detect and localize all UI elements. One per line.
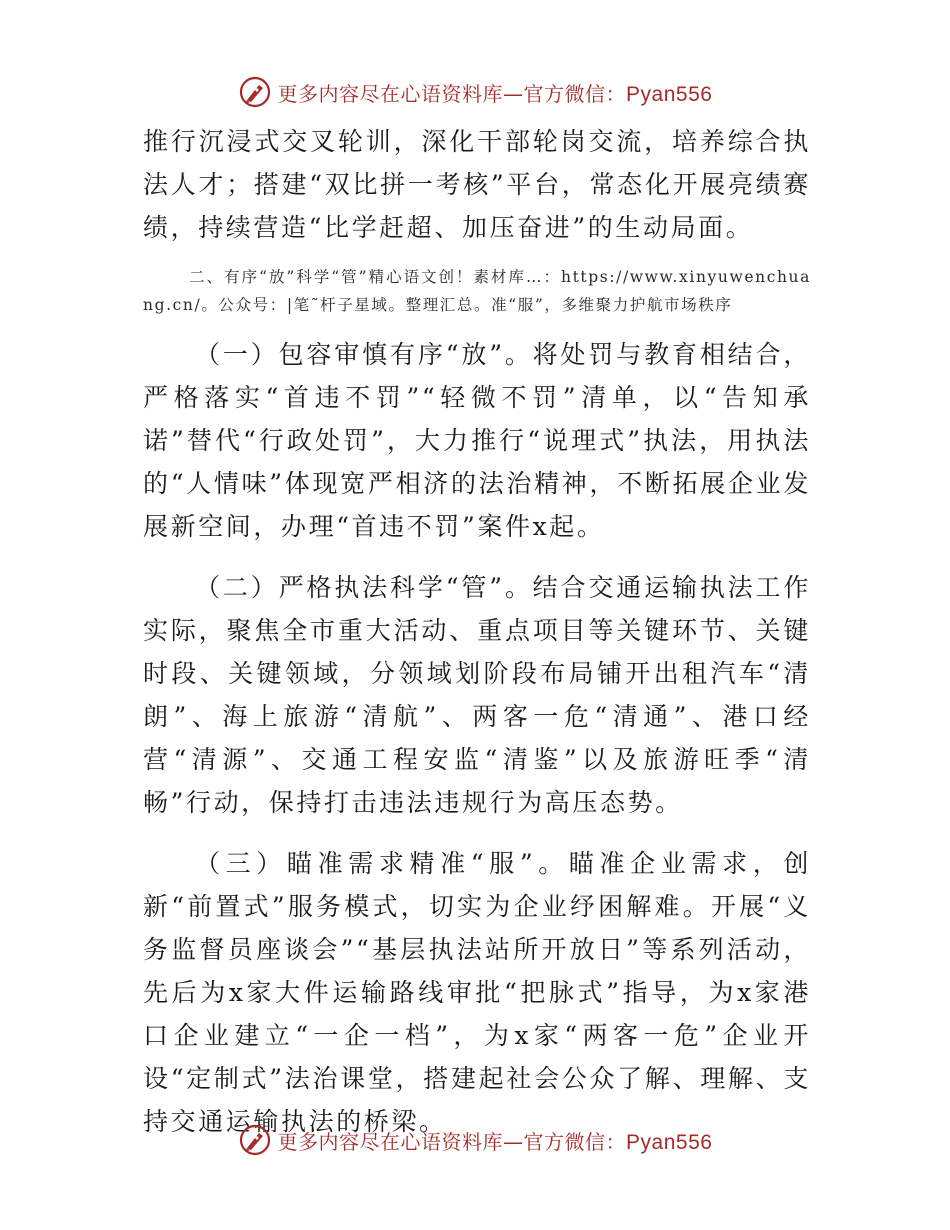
section-heading-two: 二、有序“放”科学“管”精心语文创！素材库…：https://www.xinyuwenchuang.cn/。公众号：|笔˜杆子星域。整理汇总。准“服”，多维聚力护航市场秩序 bbox=[143, 268, 811, 314]
watermark-text bbox=[278, 1126, 713, 1155]
paragraph-two: （二）严格执法科学“管”。结合交通运输执法工作实际，聚焦全市重大活动、重点项目等关键环节、关键时段、关键领域，分领域划阶段布局铺开出租汽车“清朗”、海上旅游“清航”、两客一危“清通”、港口经营“清源”、交通工程安监“清鉴”以及旅游旺季“清畅”行动，保持打击违法违规行为高压态势。 bbox=[143, 573, 811, 817]
pen-nib-logo-icon bbox=[238, 1123, 272, 1157]
header-watermark-banner bbox=[0, 72, 950, 112]
watermark-contact-id: Pyan556 bbox=[626, 1130, 713, 1154]
paragraph-three: （三）瞄准需求精准“服”。瞄准企业需求，创新“前置式”服务模式，切实为企业纾困解难。开展“义务监督员座谈会”“基层执法站所开放日”等系列活动，先后为x家大件运输路线审批“把脉式”指导，为x家港口企业建立“一企一档”，为x家“两客一危”企业开设“定制式”法治课堂，搭建起社会公众了解、理解、支持交通运输执法的桥梁。 bbox=[143, 849, 811, 1136]
pen-nib-logo-icon bbox=[238, 75, 272, 109]
watermark-title: 更多内容尽在心语资料库 bbox=[277, 81, 504, 106]
document-body bbox=[143, 120, 811, 1143]
watermark-separator: — bbox=[503, 81, 524, 106]
watermark-separator: — bbox=[503, 1129, 524, 1154]
watermark-contact-label: 官方微信： bbox=[523, 1129, 627, 1154]
paragraph-intro: 推行沉浸式交叉轮训，深化干部轮岗交流，培养综合执法人才；搭建“双比拼一考核”平台，常态化开展亮绩赛绩，持续营造“比学赶超、加压奋进”的生动局面。 bbox=[143, 127, 811, 242]
watermark-text bbox=[278, 78, 713, 107]
watermark-contact-id: Pyan556 bbox=[626, 82, 713, 106]
footer-watermark-banner bbox=[0, 1120, 950, 1160]
paragraph-one: （一）包容审慎有序“放”。将处罚与教育相结合，严格落实“首违不罚”“轻微不罚”清单，以“告知承诺”替代“行政处罚”，大力推行“说理式”执法，用执法的“人情味”体现宽严相济的法治精神，不断拓展企业发展新空间，办理“首违不罚”案件x起。 bbox=[143, 340, 811, 541]
watermark-title: 更多内容尽在心语资料库 bbox=[277, 1129, 504, 1154]
watermark-contact-label: 官方微信： bbox=[523, 81, 627, 106]
